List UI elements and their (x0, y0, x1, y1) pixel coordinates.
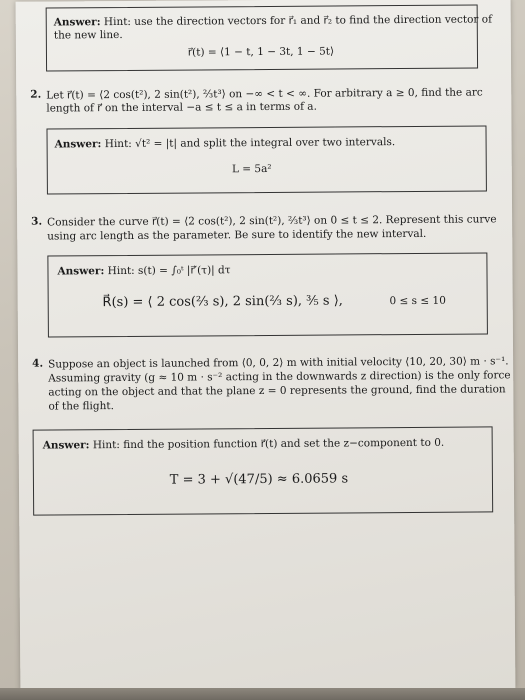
question-4-number: 4. (32, 357, 44, 370)
answer-label: Answer: (42, 439, 90, 452)
answer-3-hint: Answer: Hint: s(t) = ∫₀ᵗ |r⃗′(τ)| dτ (57, 264, 231, 278)
photo-bottom-edge (0, 688, 525, 700)
answer-4-hint: Answer: Hint: find the position function r⃗(t) and set the z−component to 0. (42, 436, 445, 452)
answer-label: Answer: (57, 265, 105, 278)
question-4-line1: Suppose an object is launched from ⟨0, 0, 2⟩ m with initial velocity ⟨10, 20, 30⟩ m · s⁻¹. (48, 355, 509, 371)
answer-1-hint-line1: Answer: Hint: use the direction vectors for r⃗₁ and r⃗₂ to find the direction vector of (53, 13, 493, 29)
answer-1-hint-line2: the new line. (53, 28, 123, 42)
question-4-line3: acting on the object and that the plane z = 0 represents the ground, find the duration (48, 383, 506, 399)
answer-label: Answer: (54, 138, 102, 151)
question-2-line1: Let r⃗(t) = ⟨2 cos(t²), 2 sin(t²), ⅔t³⟩ on −∞ < t < ∞. For arbitrary a ≥ 0, find the arc (46, 86, 483, 102)
answer-2-equation: L = 5a² (231, 162, 272, 176)
answer-1-equation: r⃗(t) = ⟨1 − t, 1 − 3t, 1 − 5t⟩ (187, 45, 335, 59)
question-3-line2: using arc length as the parameter. Be sure to identify the new interval. (47, 227, 427, 243)
question-3-number: 3. (31, 215, 43, 228)
answer-3-interval: 0 ≤ s ≤ 10 (389, 294, 446, 308)
paper-sheet (16, 0, 516, 692)
question-4-line2: Assuming gravity (g ≈ 10 m · s⁻² acting in the downwards z direction) is the only force (48, 369, 511, 385)
question-2-number: 2. (30, 88, 42, 101)
question-4-line4: of the flight. (48, 400, 114, 413)
answer-label: Answer: (53, 16, 101, 29)
answer-3-equation: R⃗(s) = ⟨ 2 cos(⅔ s), 2 sin(⅔ s), ⅗ s ⟩, (102, 293, 343, 311)
question-2-line2: length of r⃗ on the interval −a ≤ t ≤ a in terms of a. (46, 100, 317, 115)
answer-2-hint: Answer: Hint: √t² = |t| and split the integral over two intervals. (54, 136, 396, 151)
question-3-line1: Consider the curve r⃗(t) = ⟨2 cos(t²), 2 sin(t²), ⅔t³⟩ on 0 ≤ t ≤ 2. Represent this curve (47, 213, 497, 229)
answer-4-equation: T = 3 + √(47/5) ≈ 6.0659 s (169, 471, 349, 488)
